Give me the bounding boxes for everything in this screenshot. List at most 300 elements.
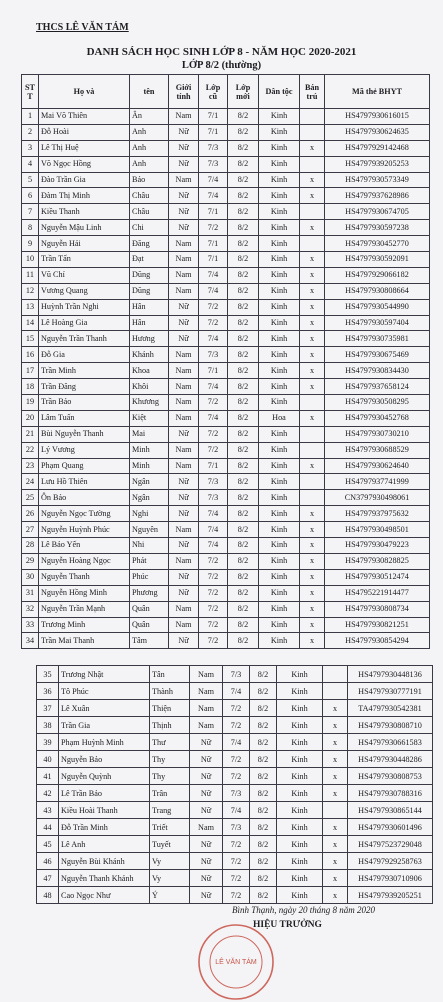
table-cell: Kinh: [259, 140, 300, 156]
table-cell: 32: [22, 601, 39, 617]
table-row: [22, 633, 430, 649]
table-row: [37, 785, 433, 802]
table-cell: Đỗ Trần Minh: [59, 819, 150, 836]
table-cell: x: [323, 887, 348, 904]
column-header: ST T: [22, 75, 39, 109]
table-cell: Đỗ Gia: [39, 347, 130, 363]
table-cell: Nam: [169, 363, 199, 379]
table-cell: Lê Anh: [59, 836, 150, 853]
table-cell: 7/1: [199, 252, 228, 268]
table-cell: Nam: [190, 683, 223, 700]
table-row: [37, 819, 433, 836]
table-cell: HS4797930688529: [325, 442, 430, 458]
table-cell: Nữ: [169, 299, 199, 315]
class-subtitle: LỚP 8/2 (thường): [181, 60, 262, 71]
table-cell: Anh: [130, 156, 169, 172]
table-cell: x: [300, 188, 325, 204]
table-cell: 7/2: [199, 395, 228, 411]
table-cell: Tô Phúc: [59, 683, 150, 700]
table-cell: 24: [22, 474, 39, 490]
signature-title: HIỆU TRƯỞNG: [253, 920, 322, 930]
table-cell: Nguyễn Thanh: [39, 569, 130, 585]
table-cell: Nữ: [190, 751, 223, 768]
table-row: [37, 700, 433, 717]
table-cell: HS4797930448286: [348, 751, 433, 768]
table-cell: Hương: [130, 331, 169, 347]
table-cell: 8/2: [250, 853, 277, 870]
table-cell: 7/4: [199, 522, 228, 538]
table-cell: 7/2: [199, 633, 228, 649]
table-cell: Hoa: [259, 410, 300, 426]
table-cell: Nam: [190, 819, 223, 836]
table-cell: Nam: [169, 379, 199, 395]
table-cell: HS4797939205253: [325, 156, 430, 172]
table-cell: Trần Tấn: [39, 252, 130, 268]
table-cell: Khánh: [130, 347, 169, 363]
table-row: [22, 538, 430, 554]
table-cell: Phạm Quang: [39, 458, 130, 474]
table-cell: Kinh: [259, 220, 300, 236]
table-cell: Kinh: [259, 299, 300, 315]
table-cell: 7/2: [199, 553, 228, 569]
table-cell: Quân: [130, 601, 169, 617]
table-cell: Nam: [169, 172, 199, 188]
table-cell: 8/2: [228, 569, 259, 585]
table-cell: 29: [22, 553, 39, 569]
table-cell: x: [300, 315, 325, 331]
table-cell: 3: [22, 140, 39, 156]
table-cell: Anh: [130, 140, 169, 156]
table-cell: [300, 124, 325, 140]
table-cell: 45: [37, 836, 59, 853]
school-name: THCS LÊ VĂN TÁM: [36, 22, 129, 33]
table-cell: HS4797930710906: [348, 870, 433, 887]
table-cell: TA4797930542381: [348, 700, 433, 717]
table-cell: Kinh: [259, 553, 300, 569]
column-header: Mã thẻ BHYT: [325, 75, 430, 109]
table-cell: Bảo: [130, 172, 169, 188]
table-cell: x: [323, 751, 348, 768]
table-cell: Kinh: [259, 426, 300, 442]
table-cell: 8/2: [228, 538, 259, 554]
table-cell: Đỗ Hoài: [39, 124, 130, 140]
table-cell: Kinh: [259, 188, 300, 204]
table-cell: 7/2: [223, 768, 250, 785]
table-row: [22, 236, 430, 252]
table-cell: 30: [22, 569, 39, 585]
table-cell: 8/2: [228, 601, 259, 617]
table-cell: 7/1: [199, 236, 228, 252]
table-row: [37, 666, 433, 683]
table-cell: 44: [37, 819, 59, 836]
table-cell: Nguyễn Quỳnh: [59, 768, 150, 785]
table-cell: 7/2: [199, 442, 228, 458]
table-cell: x: [300, 267, 325, 283]
table-cell: Hân: [130, 315, 169, 331]
table-cell: Lưu Hồ Thiên: [39, 474, 130, 490]
table-cell: Tâm: [130, 633, 169, 649]
table-cell: Dũng: [130, 283, 169, 299]
table-cell: Khôi: [130, 379, 169, 395]
table-cell: x: [323, 717, 348, 734]
column-header: Họ và: [39, 75, 130, 109]
column-header: Lớp cũ: [199, 75, 228, 109]
table-row: [22, 410, 430, 426]
table-row: [37, 887, 433, 904]
table-cell: Kinh: [277, 819, 323, 836]
table-cell: HS4797929066182: [325, 267, 430, 283]
table-cell: 8/2: [228, 522, 259, 538]
table-cell: HS4797930448136: [348, 666, 433, 683]
table-cell: Kinh: [259, 490, 300, 506]
table-cell: Kinh: [259, 379, 300, 395]
table-cell: 7/2: [199, 569, 228, 585]
table-cell: Kinh: [259, 538, 300, 554]
table-cell: Trần Gia: [59, 717, 150, 734]
table-cell: 2: [22, 124, 39, 140]
table-row: [22, 569, 430, 585]
table-cell: 8/2: [228, 426, 259, 442]
table-cell: Chi: [130, 220, 169, 236]
table-cell: 7/3: [199, 490, 228, 506]
school-stamp: [196, 922, 276, 1002]
table-cell: 8/2: [228, 204, 259, 220]
table-cell: 7/4: [199, 267, 228, 283]
table-cell: [300, 474, 325, 490]
table-row: [22, 490, 430, 506]
table-row: [22, 347, 430, 363]
table-cell: Ôn Bảo: [39, 490, 130, 506]
table-cell: 42: [37, 785, 59, 802]
table-cell: 8/2: [250, 666, 277, 683]
table-cell: Lý Vương: [39, 442, 130, 458]
table-row: [37, 836, 433, 853]
table-cell: 8/2: [228, 395, 259, 411]
table-cell: Nữ: [169, 585, 199, 601]
table-cell: 7/2: [223, 870, 250, 887]
table-cell: 7/4: [223, 683, 250, 700]
table-cell: Nam: [169, 347, 199, 363]
table-cell: Nữ: [190, 785, 223, 802]
table-cell: Nữ: [169, 426, 199, 442]
table-cell: Quân: [130, 617, 169, 633]
table-cell: 7/4: [199, 538, 228, 554]
table-cell: 8/2: [228, 299, 259, 315]
table-cell: HS4797930597404: [325, 315, 430, 331]
table-cell: 7/1: [199, 458, 228, 474]
table-cell: Nam: [169, 395, 199, 411]
table-row: [37, 717, 433, 734]
table-cell: x: [323, 870, 348, 887]
table-cell: Kinh: [259, 506, 300, 522]
table-cell: CN3797930498061: [325, 490, 430, 506]
table-cell: Nữ: [190, 734, 223, 751]
table-cell: 31: [22, 585, 39, 601]
table-cell: HS4797930624635: [325, 124, 430, 140]
table-cell: Thy: [150, 751, 190, 768]
table-cell: [300, 156, 325, 172]
table-row: [37, 853, 433, 870]
table-cell: x: [323, 768, 348, 785]
table-cell: Nguyên: [130, 522, 169, 538]
table-cell: Kinh: [277, 717, 323, 734]
table-row: [22, 315, 430, 331]
table-row: [22, 522, 430, 538]
table-cell: Nam: [169, 601, 199, 617]
table-cell: 9: [22, 236, 39, 252]
table-cell: Thiện: [150, 700, 190, 717]
table-cell: Kinh: [277, 853, 323, 870]
table-cell: 36: [37, 683, 59, 700]
table-cell: Thy: [150, 768, 190, 785]
table-cell: x: [300, 299, 325, 315]
table-row: [22, 283, 430, 299]
table-cell: 7/3: [199, 156, 228, 172]
table-cell: Nam: [169, 267, 199, 283]
table-cell: x: [300, 506, 325, 522]
table-cell: HS4797930452768: [325, 410, 430, 426]
table-cell: x: [300, 172, 325, 188]
table-cell: Nữ: [169, 633, 199, 649]
table-cell: Kinh: [259, 601, 300, 617]
table-cell: Nữ: [169, 204, 199, 220]
table-cell: 7/4: [223, 734, 250, 751]
table-row: [22, 601, 430, 617]
table-cell: [300, 204, 325, 220]
table-cell: Triết: [150, 819, 190, 836]
table-cell: Ngân: [130, 474, 169, 490]
table-cell: HS4795221914477: [325, 585, 430, 601]
table-cell: Trân: [150, 785, 190, 802]
table-cell: HS4797930675469: [325, 347, 430, 363]
table-cell: HS4797937658124: [325, 379, 430, 395]
table-cell: 14: [22, 315, 39, 331]
table-cell: 7/2: [223, 717, 250, 734]
table-cell: Kinh: [277, 768, 323, 785]
table-row: [22, 109, 430, 125]
table-cell: Nữ: [169, 188, 199, 204]
table-cell: Kinh: [259, 458, 300, 474]
table-cell: Nam: [169, 283, 199, 299]
table-cell: x: [300, 252, 325, 268]
table-cell: x: [300, 331, 325, 347]
table-cell: x: [300, 363, 325, 379]
table-cell: Kinh: [259, 395, 300, 411]
table-cell: [323, 666, 348, 683]
stamp-text: LÊ VĂN TÁM: [215, 959, 257, 966]
table-cell: Nam: [169, 522, 199, 538]
table-cell: Nguyễn Mậu Linh: [39, 220, 130, 236]
table-cell: HS4797930592091: [325, 252, 430, 268]
table-cell: 8/2: [228, 188, 259, 204]
table-row: [22, 299, 430, 315]
table-cell: Tuyết: [150, 836, 190, 853]
table-cell: Thịnh: [150, 717, 190, 734]
table-cell: Trần Đăng: [39, 379, 130, 395]
table-cell: 4: [22, 156, 39, 172]
table-cell: Nữ: [169, 506, 199, 522]
table-cell: Phạm Huỳnh Minh: [59, 734, 150, 751]
table-cell: Kinh: [277, 887, 323, 904]
table-cell: Nữ: [190, 853, 223, 870]
table-cell: Nguyễn Hoàng Ngọc: [39, 553, 130, 569]
table-cell: Kinh: [277, 700, 323, 717]
table-cell: Kinh: [259, 172, 300, 188]
table-cell: x: [300, 538, 325, 554]
table-cell: 46: [37, 853, 59, 870]
table-cell: Hân: [130, 299, 169, 315]
table-cell: Mai: [130, 426, 169, 442]
table-cell: 8/2: [228, 156, 259, 172]
table-cell: 8/2: [228, 124, 259, 140]
table-cell: Lê Trần Bảo: [59, 785, 150, 802]
table-cell: Kinh: [277, 666, 323, 683]
table-cell: 8/2: [228, 363, 259, 379]
table-row: [22, 220, 430, 236]
table-cell: 8/2: [228, 236, 259, 252]
table-cell: Kinh: [277, 836, 323, 853]
table-cell: x: [323, 734, 348, 751]
table-cell: Anh: [130, 124, 169, 140]
table-cell: Trương Minh: [39, 617, 130, 633]
table-cell: x: [323, 785, 348, 802]
table-cell: Nam: [169, 442, 199, 458]
table-cell: x: [300, 522, 325, 538]
table-cell: HS4797523729048: [348, 836, 433, 853]
table-cell: 7/2: [223, 700, 250, 717]
table-cell: 8/2: [250, 768, 277, 785]
table-cell: HS4797930479223: [325, 538, 430, 554]
table-cell: HS4797930828825: [325, 553, 430, 569]
table-cell: 8/2: [250, 734, 277, 751]
table-cell: HS4797930624640: [325, 458, 430, 474]
table-cell: 7/2: [199, 585, 228, 601]
table-cell: 41: [37, 768, 59, 785]
table-cell: Kinh: [277, 683, 323, 700]
table-cell: Nữ: [169, 140, 199, 156]
table-row: [22, 585, 430, 601]
table-row: [37, 802, 433, 819]
table-cell: HS4797929258763: [348, 853, 433, 870]
table-cell: 7/3: [199, 140, 228, 156]
table-cell: Nữ: [169, 156, 199, 172]
table-cell: 18: [22, 379, 39, 395]
table-cell: 8/2: [250, 887, 277, 904]
table-cell: Nguyễn Hồng Minh: [39, 585, 130, 601]
table-cell: 20: [22, 410, 39, 426]
table-cell: x: [300, 585, 325, 601]
table-cell: 7/4: [199, 410, 228, 426]
table-cell: 8/2: [228, 331, 259, 347]
table-cell: 8/2: [228, 252, 259, 268]
table-cell: Nữ: [169, 490, 199, 506]
table-cell: 8/2: [228, 585, 259, 601]
table-cell: Nam: [169, 617, 199, 633]
table-cell: Huỳnh Trần Nghi: [39, 299, 130, 315]
table-cell: Đạt: [130, 252, 169, 268]
table-cell: Trần Bảo: [39, 395, 130, 411]
table-cell: 8/2: [250, 717, 277, 734]
table-row: [22, 458, 430, 474]
table-cell: 7/4: [199, 331, 228, 347]
table-cell: 35: [37, 666, 59, 683]
table-cell: Phương: [130, 585, 169, 601]
table-cell: Kinh: [259, 315, 300, 331]
table-cell: Nam: [169, 109, 199, 125]
table-cell: HS4797930808753: [348, 768, 433, 785]
table-cell: x: [300, 410, 325, 426]
table-cell: x: [323, 700, 348, 717]
table-cell: x: [300, 140, 325, 156]
table-cell: 8/2: [250, 700, 277, 717]
table-cell: 8/2: [228, 442, 259, 458]
table-cell: HS4797930674705: [325, 204, 430, 220]
table-cell: [323, 683, 348, 700]
table-cell: Thư: [150, 734, 190, 751]
table-cell: 38: [37, 717, 59, 734]
table-cell: Nguyễn Ngọc Tường: [39, 506, 130, 522]
table-cell: Châu: [130, 204, 169, 220]
table-cell: Nam: [190, 717, 223, 734]
table-cell: 16: [22, 347, 39, 363]
table-cell: [300, 442, 325, 458]
table-cell: Nữ: [190, 768, 223, 785]
table-row: [22, 331, 430, 347]
table-row: [22, 363, 430, 379]
table-cell: x: [300, 283, 325, 299]
table-cell: Nữ: [169, 220, 199, 236]
table-cell: 7/2: [223, 751, 250, 768]
table-cell: HS4797930508295: [325, 395, 430, 411]
table-cell: x: [300, 220, 325, 236]
table-cell: Trương Nhật: [59, 666, 150, 683]
table-cell: HS4797930854294: [325, 633, 430, 649]
table-cell: HS4797937975632: [325, 506, 430, 522]
table-cell: x: [300, 569, 325, 585]
table-cell: Nữ: [169, 474, 199, 490]
table-cell: Nữ: [169, 538, 199, 554]
table-cell: Nữ: [190, 870, 223, 887]
table-cell: x: [300, 633, 325, 649]
table-cell: Nam: [169, 410, 199, 426]
table-cell: 7/2: [223, 887, 250, 904]
table-cell: HS4797937741999: [325, 474, 430, 490]
table-cell: 8/2: [228, 410, 259, 426]
table-cell: HS4797930661583: [348, 734, 433, 751]
table-cell: Vương Quang: [39, 283, 130, 299]
table-cell: 8/2: [228, 458, 259, 474]
table-cell: HS4797937628986: [325, 188, 430, 204]
table-cell: 12: [22, 283, 39, 299]
column-header: Giới tính: [169, 75, 199, 109]
table-row: [22, 156, 430, 172]
table-cell: 7/2: [199, 315, 228, 331]
table-cell: HS4797930597238: [325, 220, 430, 236]
table-cell: Nguyễn Bùi Khánh: [59, 853, 150, 870]
table-cell: Kinh: [259, 474, 300, 490]
table-row: [22, 172, 430, 188]
table-cell: Đăng: [130, 236, 169, 252]
table-header-row: [22, 75, 430, 109]
table-cell: 7/2: [199, 220, 228, 236]
table-cell: 7/2: [223, 836, 250, 853]
table-cell: 23: [22, 458, 39, 474]
table-cell: 7/1: [199, 124, 228, 140]
table-cell: 8/2: [250, 836, 277, 853]
table-cell: 8/2: [250, 785, 277, 802]
table-cell: Kinh: [259, 617, 300, 633]
table-cell: Vy: [150, 853, 190, 870]
